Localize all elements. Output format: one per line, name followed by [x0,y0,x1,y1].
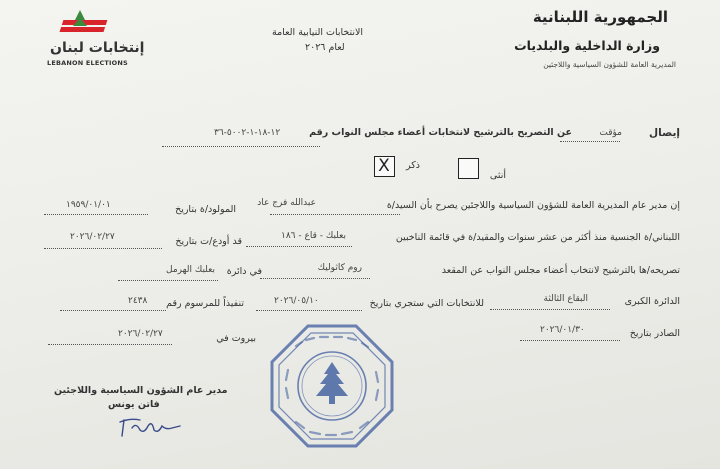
male-check-mark: X [378,156,390,176]
district-value: بعلبك الهرمل [166,265,215,275]
temp-dots [560,141,620,142]
issued-value: ٢٠٢٦/٠١/٣٠ [540,325,585,335]
decree-dots [60,310,166,311]
born-dots [44,214,148,215]
issued-label: الصادر بتاريخ [629,328,680,339]
issued-dots [520,340,620,341]
election-title: الانتخابات النيابية العامة [272,27,364,38]
female-checkbox[interactable] [458,158,479,179]
submitted-dots [44,248,162,249]
logo-arabic-text: إنتخابات لبنان [50,40,145,56]
receipt-label: إيصال [649,127,680,139]
submitted-label: قد أودع/ت بتاريخ [175,236,242,247]
seat-dots [260,278,370,279]
registry-dots [246,246,352,247]
republic-title: الجمهورية اللبنانية [532,8,668,26]
major-district-dots [490,309,610,310]
registry-value: بعلبك - قاع - ١٨٦ [281,231,346,241]
born-value: ١٩٥٩/٠١/٠١ [66,200,111,210]
decree-value: ٢٤٣٨ [128,296,148,306]
name-dots [270,214,400,215]
beirut-label: بيروت في [216,333,256,344]
directorate-title: المديرية العامة للشؤون السياسية واللاجئين [543,60,676,69]
male-label: ذكر [406,160,420,171]
receipt-title: عن التصريح بالترشيح لانتخابات أعضاء مجلس النواب رقم [309,127,572,138]
major-district-label: الدائرة الكبرى [624,296,680,307]
number-dots [162,146,320,147]
ministry-title: وزارة الداخلية والبلديات [514,38,660,53]
born-label: المولود/ة بتاريخ [175,204,236,215]
election-date-dots [256,310,362,311]
election-year: لعام ٢٠٢٦ [305,42,345,53]
candidacy-text: تصريحه/ها بالترشيح لانتخاب أعضاء مجلس النواب عن المقعد [441,265,680,276]
signatory-title: مدير عام الشؤون السياسية واللاجئين [54,385,228,396]
declarant-text: إن مدير عام المديرية العامة للشؤون السياسية واللاجئين يصرح بأن السيد/ة [386,200,680,211]
temporary-label: مؤقت [599,128,622,138]
signatory-name: فاتن يونس [108,399,160,410]
election-date: ٢٠٢٦/٠٥/١٠ [274,296,319,306]
decree-label: تنفيذاً للمرسوم رقم [166,298,244,309]
female-label: أنثى [489,170,506,181]
candidate-name: عبدالله فرج عاد [257,198,316,208]
district-label: في دائرة [226,266,262,277]
elections-text: للانتخابات التي ستجري بتاريخ [369,298,484,309]
submitted-value: ٢٠٢٦/٠٢/٢٧ [70,232,115,242]
beirut-dots [48,344,172,345]
logo-english-text: LEBANON ELECTIONS [47,59,128,67]
major-district-value: البقاع الثالثة [543,294,588,304]
district-dots [118,280,218,281]
seat-value: روم كاثوليك [317,263,362,273]
ministry-stamp-icon [268,322,396,450]
beirut-value: ٢٠٢٦/٠٢/٢٧ [118,329,163,339]
handwritten-signature-icon [118,412,188,442]
male-checkbox[interactable] [374,156,395,177]
nationality-text: اللبناني/ة الجنسية منذ أكثر من عشر سنوات والمقيد/ة في قائمة الناخبين [395,232,680,243]
receipt-number: ١٢-١٨-١-٥٠٠٢-٣٦ [214,128,281,138]
